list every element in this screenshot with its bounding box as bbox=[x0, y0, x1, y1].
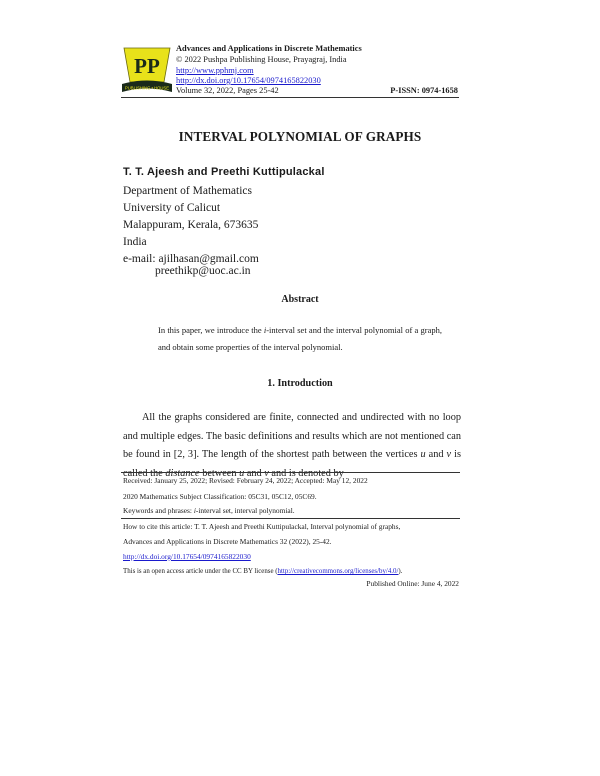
published-online: Published Online: June 4, 2022 bbox=[366, 579, 459, 588]
copyright: © 2022 Pushpa Publishing House, Prayagraj, India bbox=[176, 55, 347, 64]
volume-pages: Volume 32, 2022, Pages 25-42 bbox=[176, 86, 279, 95]
affiliation-university: University of Calicut bbox=[123, 202, 221, 214]
introduction-heading: 1. Introduction bbox=[267, 378, 333, 389]
affiliation-city: Malappuram, Kerala, 673635 bbox=[123, 219, 259, 231]
doi-link[interactable]: http://dx.doi.org/10.17654/0974165822030 bbox=[176, 76, 321, 85]
license-link[interactable]: http://creativecommons.org/licenses/by/4.0/ bbox=[277, 568, 399, 575]
issn: P-ISSN: 0974-1658 bbox=[390, 86, 458, 95]
authors: T. T. Ajeesh and Preethi Kuttipulackal bbox=[123, 166, 325, 178]
journal-name: Advances and Applications in Discrete Mathematics bbox=[176, 44, 362, 53]
paper-title: INTERVAL POLYNOMIAL OF GRAPHS bbox=[178, 129, 422, 144]
affiliation-department: Department of Mathematics bbox=[123, 185, 253, 197]
footer-divider-top bbox=[121, 472, 460, 473]
journal-url-link[interactable]: http://www.pphmj.com bbox=[176, 66, 254, 75]
open-access-notice: This is an open access article under the CC BY license (http://creativecommons.org/licenses/by/4.0/). bbox=[123, 568, 403, 575]
publisher-logo bbox=[121, 46, 173, 94]
footer-divider-bottom bbox=[121, 518, 460, 519]
header-divider bbox=[121, 97, 459, 98]
affiliation-country: India bbox=[123, 236, 147, 248]
abstract-text: In this paper, we introduce the i-interval set and the interval polynomial of a graph, and obtain some properties of the interval polynomial. bbox=[158, 325, 443, 352]
logo-letters: PP bbox=[134, 54, 160, 78]
citation-line-2: Advances and Applications in Discrete Mathematics 32 (2022), 25-42. bbox=[123, 537, 332, 546]
introduction-paragraph: All the graphs considered are finite, connected and undirected with no loop and multiple edges. The basic definitions and results which are not mentioned can be found in [2, 3]. The length of the shortest path between the vertices u and v is called the distance between u and v and is denoted by bbox=[123, 412, 461, 479]
citation-doi-link[interactable]: http://dx.doi.org/10.17654/0974165822030 bbox=[123, 552, 251, 561]
received-dates: Received: January 25, 2022; Revised: February 24, 2022; Accepted: May 12, 2022 bbox=[123, 476, 368, 485]
abstract-heading: Abstract bbox=[281, 294, 319, 305]
keywords: Keywords and phrases: i-interval set, interval polynomial. bbox=[123, 506, 295, 515]
msc-classification: 2020 Mathematics Subject Classification: 05C31, 05C12, 05C69. bbox=[123, 492, 317, 501]
email-label: e-mail: bbox=[123, 253, 156, 265]
logo-ribbon-text: PUBLISHING • HOUSE bbox=[124, 85, 170, 91]
citation-line-1: How to cite this article: T. T. Ajeesh and Preethi Kuttipulackal, Interval polynomial of graphs, bbox=[123, 522, 401, 531]
email-1: ajilhasan@gmail.com bbox=[158, 253, 259, 265]
email-2: preethikp@uoc.ac.in bbox=[155, 265, 251, 277]
